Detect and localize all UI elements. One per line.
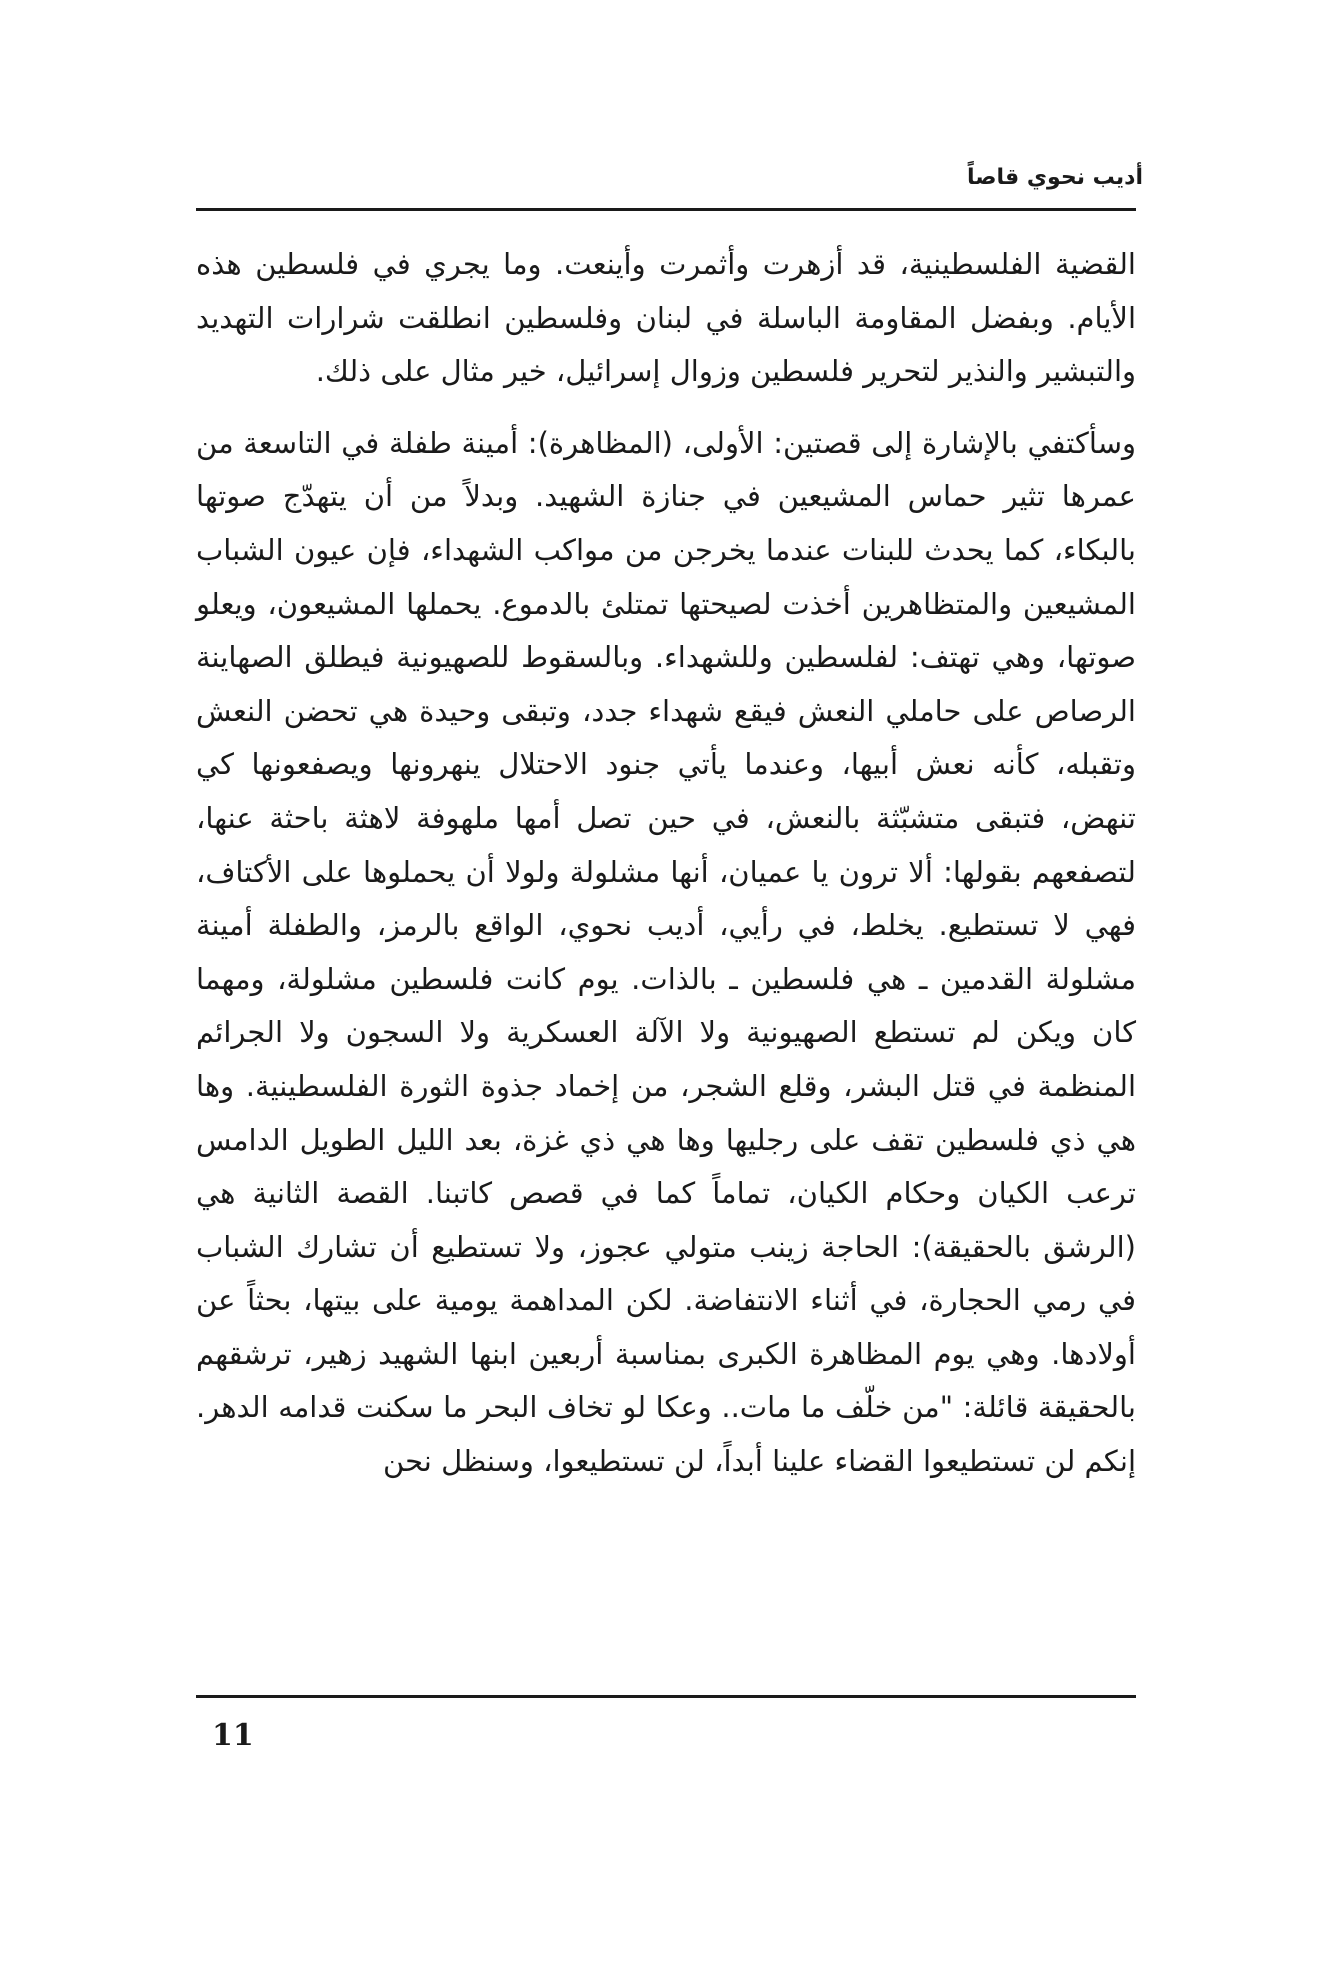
- paragraph-1: القضية الفلسطينية، قد أزهرت وأثمرت وأينعت. وما يجري في فلسطين هذه الأيام. وبفضل المقاومة الباسلة في لبنان وفلسطين انطلقت شرارات التهديد والتبشير والنذير لتحرير فلسطين وزوال إسرائيل، خير مثال على ذلك.: [196, 247, 1136, 389]
- body-text: [196, 238, 1136, 1489]
- page-number: 11: [212, 1718, 254, 1753]
- footer-rule: [196, 1695, 1136, 1698]
- paragraph-2: وسأكتفي بالإشارة إلى قصتين: الأولى، (المظاهرة): أمينة طفلة في التاسعة من عمرها تثير حماس المشيعين في جنازة الشهيد. وبدلاً من أن يتهدّج صوتها بالبكاء، كما يحدث للبنات عندما يخرجن من مواكب الشهداء، فإن عيون الشباب المشيعين والمتظاهرين أخذت لصيحتها تمتلئ بالدموع. يحملها المشيعون، ويعلو صوتها، وهي تهتف: لفلسطين وللشهداء. وبالسقوط للصهيونية فيطلق الصهاينة الرصاص على حاملي النعش فيقع شهداء جدد، وتبقى وحيدة هي تحضن النعش وتقبله، كأنه نعش أبيها، وعندما يأتي جنود الاحتلال ينهرونها ويصفعونها كي تنهض، فتبقى متشبّثة بالنعش، في حين تصل أمها ملهوفة لاهثة باحثة عنها، لتصفعهم بقولها: ألا ترون يا عميان، أنها مشلولة ولولا أن يحملوها على الأكتاف، فهي لا تستطيع. يخلط، في رأيي، أديب نحوي، الواقع بالرمز، والطفلة أمينة مشلولة القدمين ـ هي فلسطين ـ بالذات. يوم كانت فلسطين مشلولة، ومهما كان ويكن لم تستطع الصهيونية ولا الآلة العسكرية ولا السجون ولا الجرائم المنظمة في قتل البشر، وقلع الشجر، من إخماد جذوة الثورة الفلسطينية. وها هي ذي فلسطين تقف على رجليها وها هي ذي غزة، بعد الليل الطويل الدامس ترعب الكيان وحكام الكيان، تماماً كما في قصص كاتبنا. القصة الثانية هي (الرشق بالحقيقة): الحاجة زينب متولي عجوز، ولا تستطيع أن تشارك الشباب في رمي الحجارة، في أثناء الانتفاضة. لكن المداهمة يومية على بيتها، بحثاً عن أولادها. وهي يوم المظاهرة الكبرى بمناسبة أربعين ابنها الشهيد زهير، ترشقهم بالحقيقة قائلة: "من خلّف ما مات.. وعكا لو تخاف البحر ما سكنت قدامه الدهر. إنكم لن تستطيعوا القضاء علينا أبداً، لن تستطيعوا، وسنظل نحن: [196, 425, 1136, 1479]
- header-rule: [196, 208, 1136, 211]
- running-header: أديب نحوي قاصاً: [967, 165, 1143, 190]
